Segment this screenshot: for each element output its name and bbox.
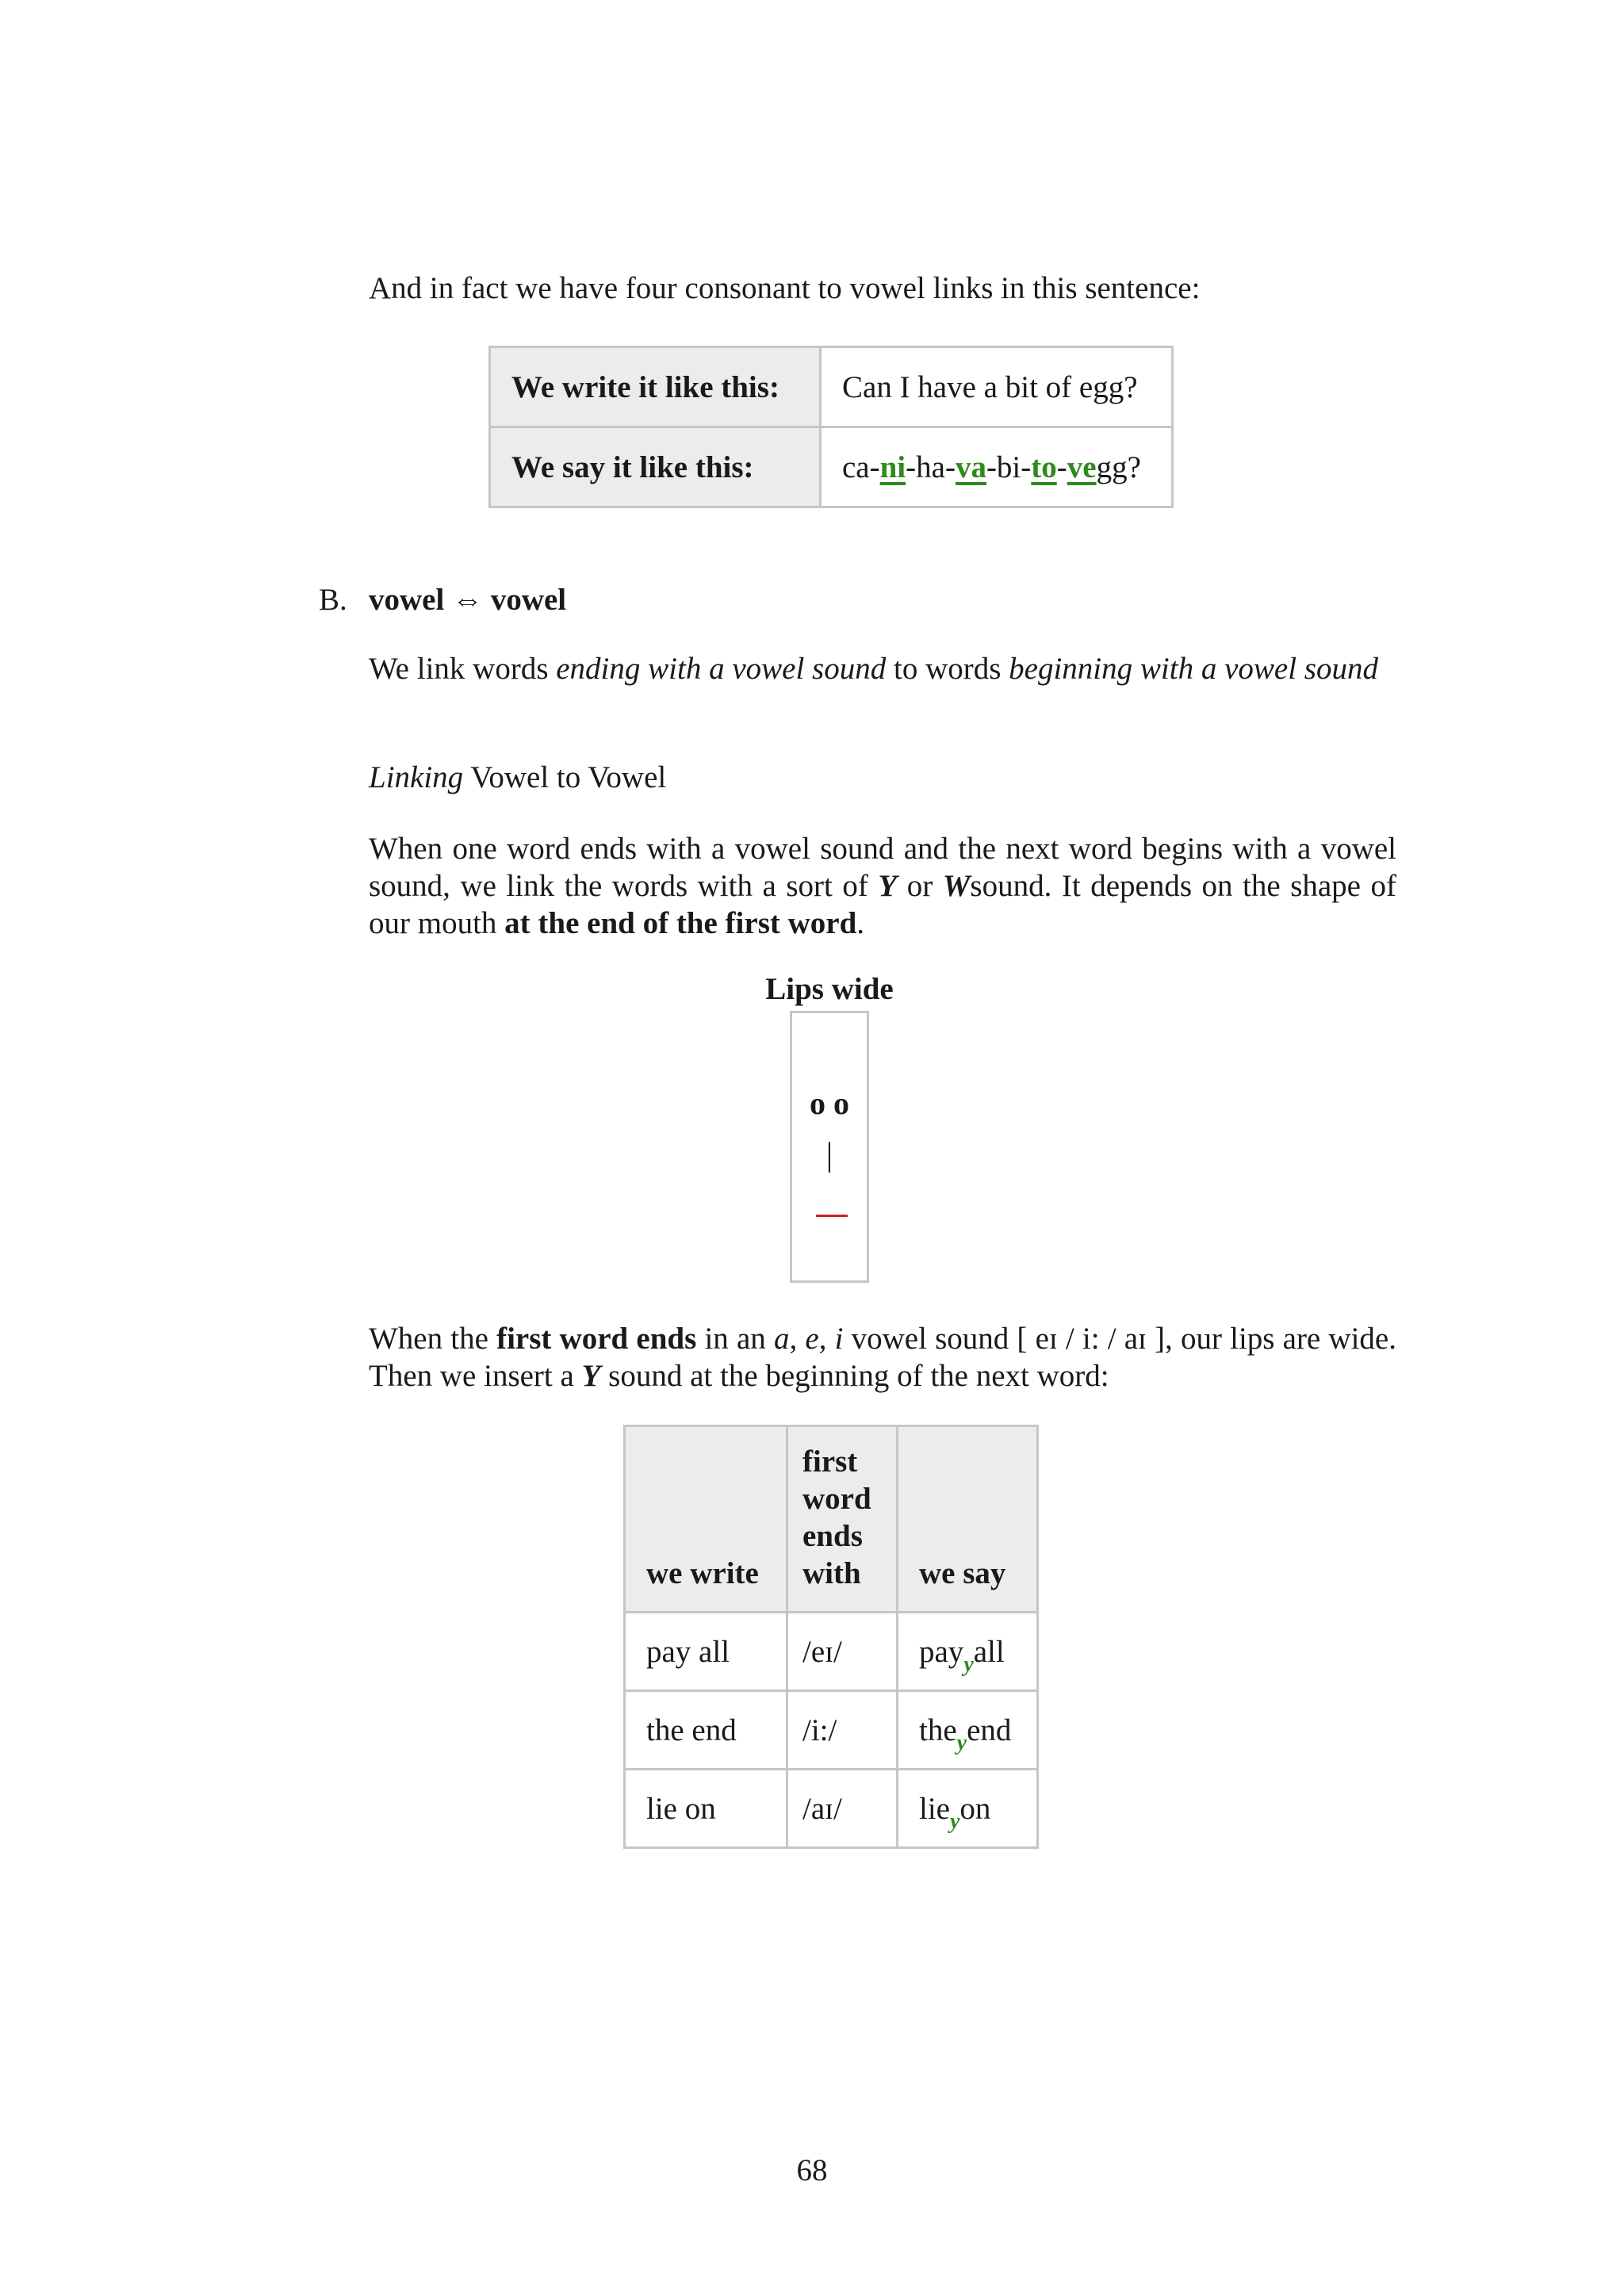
table-value-say: ca-ni-ha-va-bi-to-vegg? (821, 427, 1173, 507)
face-eyes: o o (810, 1085, 849, 1121)
y-linking-table (623, 1425, 1039, 1849)
link-y-sound: y (949, 1808, 960, 1834)
table-row (490, 427, 1173, 507)
link-syllable: ni (879, 450, 906, 484)
table-row (490, 347, 1173, 427)
paragraph-lips-wide: When the first word ends in an a, e, i vowel sound [ eɪ / i: / aɪ ], our lips are wide. Then we insert a Y sound at the beginning of the next word: (369, 1322, 1396, 1393)
paragraph-linking-intro: We link words ending with a vowel sound to words beginning with a vowel sound (369, 652, 1378, 686)
lips-title: Lips wide (765, 972, 894, 1006)
table-row: pay all /eɪ/ pay$_y$all (625, 1613, 1038, 1691)
link-syllable: va (955, 450, 986, 484)
link-y-sound: y (963, 1651, 974, 1677)
table-header-row (625, 1426, 1038, 1613)
table-label-write: We write it like this: (490, 347, 821, 427)
section-letter: B. (319, 583, 347, 617)
intro-text: And in fact we have four consonant to vowel links in this sentence: (369, 271, 1201, 305)
link-syllable: ve (1067, 450, 1097, 484)
table-row: lie on /aɪ/ lie$_y$on (625, 1770, 1038, 1848)
page-number: 68 (796, 2153, 828, 2187)
table-row: the end /i:/ the$_y$end (625, 1691, 1038, 1770)
paragraph-mouth-shape: When one word ends with a vowel sound and the next word begins with a vowel sound, we link the words with a sort of Y or Wsound. It depends on the shape of our mouth at the end of the first word. (369, 832, 1396, 940)
lips-face-figure (790, 1011, 869, 1283)
col-first-word-ends: first word ends with (787, 1426, 898, 1613)
col-we-write: we write (625, 1426, 787, 1613)
face-nose: | (825, 1137, 833, 1173)
link-syllable: to (1031, 450, 1057, 484)
table-value-write: Can I have a bit of egg? (821, 347, 1173, 427)
writing-vs-saying-table (488, 346, 1174, 508)
double-arrow-icon: ⇔ (452, 583, 484, 617)
table-label-say: We say it like this: (490, 427, 821, 507)
paragraph-linking-title: Linking Vowel to Vowel (369, 760, 667, 794)
wide-mouth-icon (816, 1215, 848, 1217)
section-heading: vowel ⇔ vowel (369, 583, 567, 617)
col-we-say: we say (898, 1426, 1038, 1613)
link-y-sound: y (956, 1730, 967, 1755)
